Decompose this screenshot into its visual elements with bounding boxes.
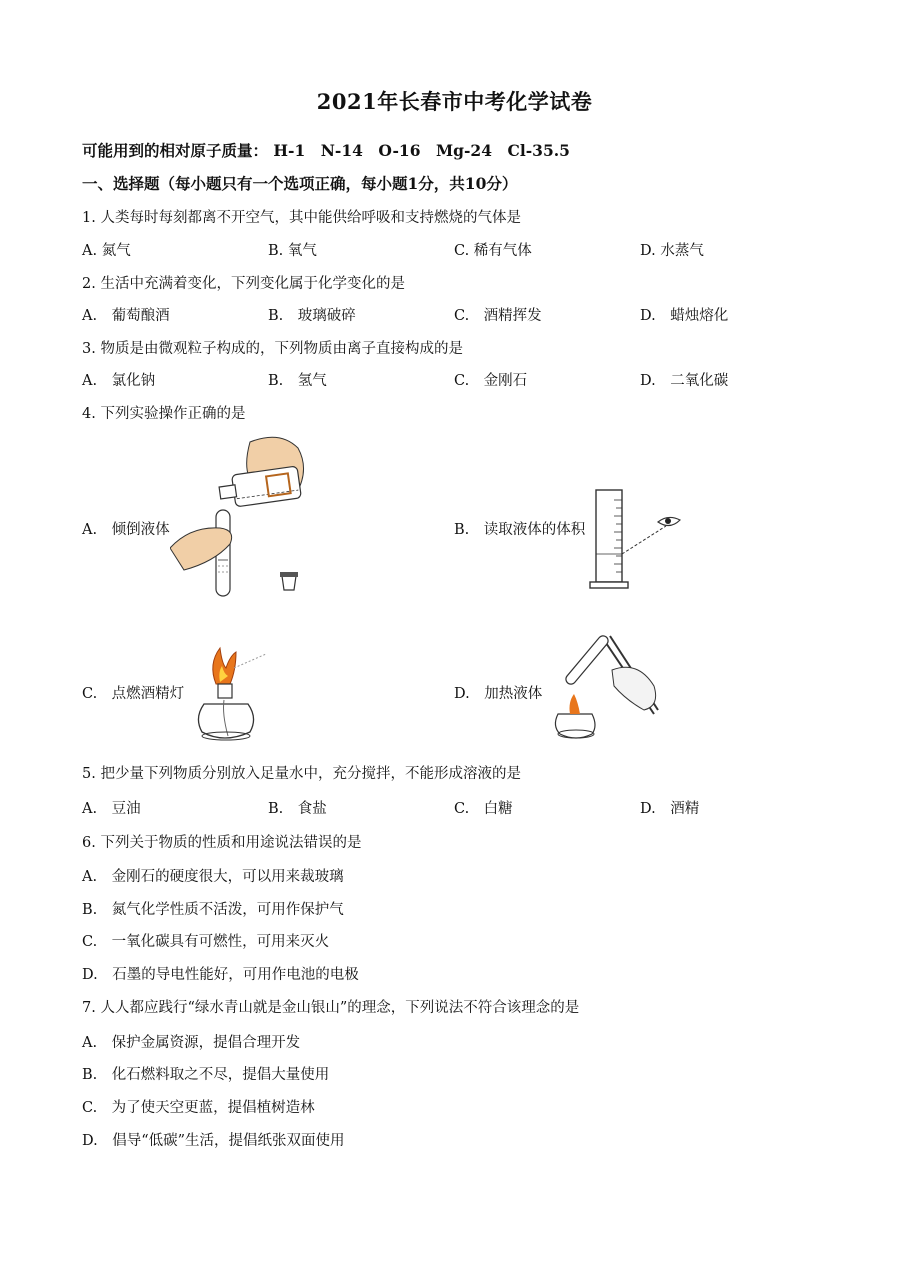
q7-option-b: B. 化石燃料取之不尽，提倡大量使用 xyxy=(82,1067,330,1083)
section-heading: 一、选择题（每小题只有一个选项正确，每小题1分，共10分） xyxy=(82,174,518,193)
q1-option-a: A. 氮气 xyxy=(82,243,131,259)
q4-option-a: A. 倾倒液体 xyxy=(82,522,170,538)
q3-option-b: B. 氢气 xyxy=(268,373,327,389)
q6-option-b: B. 氮气化学性质不活泼，可用作保护气 xyxy=(82,902,344,918)
q5-option-b: B. 食盐 xyxy=(268,801,327,817)
q7-option-d: D. 倡导“低碳”生活，提倡纸张双面使用 xyxy=(82,1133,345,1149)
reading-volume-illustration xyxy=(588,486,688,590)
q4-option-b: B. 读取液体的体积 xyxy=(454,522,586,538)
question-4-stem: 4. 下列实验操作正确的是 xyxy=(82,406,246,422)
q7-option-a: A. 保护金属资源，提倡合理开发 xyxy=(82,1035,301,1051)
q2-option-d: D. 蜡烛熔化 xyxy=(640,308,729,324)
heating-liquid-illustration xyxy=(542,630,666,744)
pouring-liquid-illustration xyxy=(170,430,320,602)
q5-option-c: C. 白糖 xyxy=(454,801,513,817)
q6-option-a: A. 金刚石的硬度很大，可以用来裁玻璃 xyxy=(82,869,344,885)
q1-option-d: D. 水蒸气 xyxy=(640,243,704,259)
q3-option-a: A. 氯化钠 xyxy=(82,373,156,389)
q3-option-d: D. 二氧化碳 xyxy=(640,373,729,389)
q4-option-c: C. 点燃酒精灯 xyxy=(82,686,185,702)
question-5-stem: 5. 把少量下列物质分别放入足量水中，充分搅拌，不能形成溶液的是 xyxy=(82,766,521,782)
q2-option-b: B. 玻璃破碎 xyxy=(268,308,356,324)
q5-option-a: A. 豆油 xyxy=(82,801,141,817)
q1-option-c: C. 稀有气体 xyxy=(454,243,532,259)
question-2-stem: 2. 生活中充满着变化，下列变化属于化学变化的是 xyxy=(82,276,405,292)
question-6-stem: 6. 下列关于物质的性质和用途说法错误的是 xyxy=(82,835,362,851)
atomic-mass-line: 可能用到的相对原子质量： H-1 N-14 O-16 Mg-24 Cl-35.5 xyxy=(82,141,570,160)
q4-option-d: D. 加热液体 xyxy=(454,686,543,702)
q7-option-c: C. 为了使天空更蓝，提倡植树造林 xyxy=(82,1100,315,1116)
q6-option-d: D. 石墨的导电性能好，可用作电池的电极 xyxy=(82,967,359,983)
q1-option-b: B. 氧气 xyxy=(268,243,317,259)
q6-option-c: C. 一氧化碳具有可燃性，可用来灭火 xyxy=(82,934,330,950)
question-7-stem: 7. 人人都应践行“绿水青山就是金山银山”的理念，下列说法不符合该理念的是 xyxy=(82,1000,580,1016)
lighting-lamp-illustration xyxy=(194,640,284,746)
q5-option-d: D. 酒精 xyxy=(640,801,700,817)
question-1-stem: 1. 人类每时每刻都离不开空气，其中能供给呼吸和支持燃烧的气体是 xyxy=(82,210,521,226)
q2-option-a: A. 葡萄酿酒 xyxy=(82,308,170,324)
q2-option-c: C. 酒精挥发 xyxy=(454,308,542,324)
page-title: 2021年长春市中考化学试卷 xyxy=(316,89,593,114)
question-3-stem: 3. 物质是由微观粒子构成的，下列物质由离子直接构成的是 xyxy=(82,341,463,357)
q3-option-c: C. 金刚石 xyxy=(454,373,528,389)
